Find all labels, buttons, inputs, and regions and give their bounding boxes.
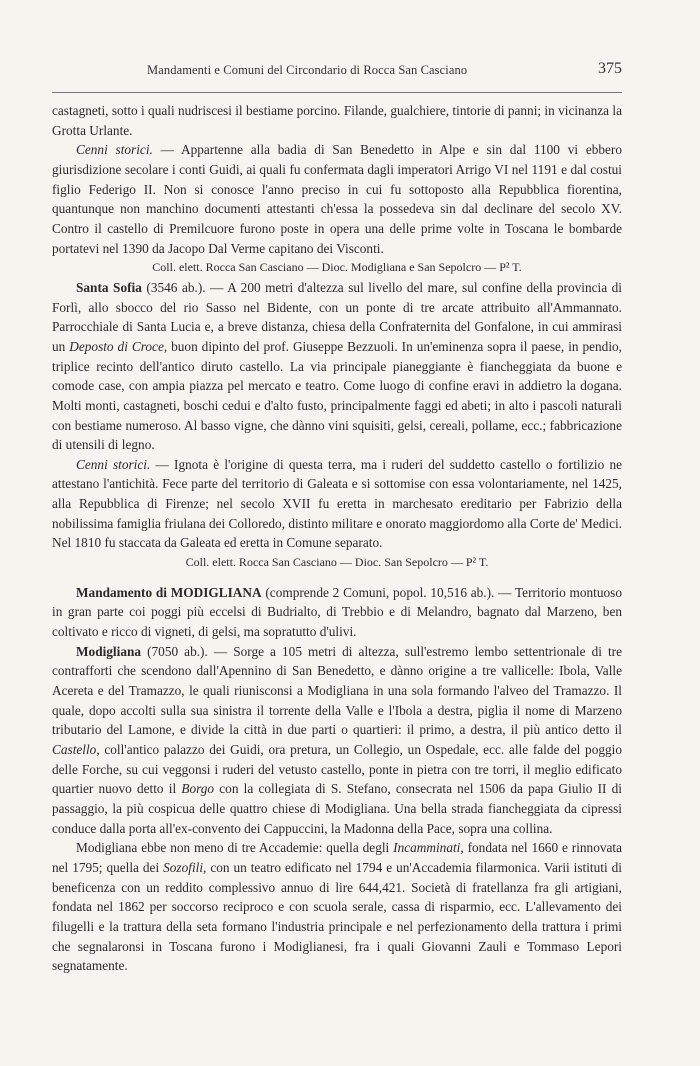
entry-name: Modigliana [76, 643, 142, 659]
paragraph-text: Modigliana ebbe non meno di tre Accademie: quella degli [76, 840, 394, 856]
paragraph-text: (3546 ab.). — A 200 metri d'altezza sul livello del mare, sul confine della provincia di Forlì, allo sbocco del rio Sasso nel Bidente, con un ponte di tre arcate attribuito all'Ammannato. Parrocchiale di Santa Lucia e, a breve distanza, chiesa della Confraternita del Gonfalone, in cui ammirasi un [52, 279, 622, 354]
paragraph-text: — Ignota è l'origine di questa terra, ma i ruderi del suddetto castello o fortilizio ne attestano l'antichità. Fece parte del territorio di Galeata e si sottomise con essa volontariamente, nel 1425, alla Repubblica di Firenze; nel secolo XVII fu eretta in marchesato ereditario per Fabrizio della nobilissima famiglia friulana dei Colloredo, distinto militare e onorato maggiordomo alla Corte de' Medici. Nel 1810 fu staccata da Galeata ed eretta in Comune separato. [52, 456, 622, 551]
entry-name: Mandamento di MODIGLIANA [76, 584, 262, 600]
paragraph-modigliana-academies [52, 838, 622, 976]
section-lead: Cenni storici. [76, 142, 153, 158]
academy-name: Incamminati [393, 840, 461, 856]
paragraph-santa-sofia [52, 278, 622, 455]
header-rule [52, 92, 622, 93]
artwork-title: Deposto di Croce [69, 338, 164, 354]
electoral-note: Coll. elett. Rocca San Casciano — Dioc. Modigliana e San Sepolcro — P² T. [152, 260, 522, 275]
section-gap [52, 573, 622, 583]
paragraph-text: castagneti, sotto i quali nudriscesi il bestiame porcino. Filande, gualchiere, tintorie di panni; in vicinanza la Grotta Urlante. [52, 103, 622, 138]
entry-name: Santa Sofia [76, 279, 142, 295]
paragraph-text: — Appartenne alla badia di San Benedetto in Alpe e sin dal 1100 vi ebbero giurisdizione secolare i conti Guidi, ai quali fu confermata dagli imperatori Arrigo VI nel 1191 e dal costui figlio Federigo II. Non si conosce l'anno preciso in cui fu sottoposto alla Repubblica fiorentina, quantunque non manchino documenti attestanti ch'essa la possedeva sin dal declinare del secolo XV. Contro il castello di Premilcuore furono poste in opera una delle prime volte in Toscana le bombarde portatevi nel 1390 da Jacopo Dal Verme capitano dei Visconti. [52, 142, 623, 256]
page-number: 375 [598, 60, 622, 77]
page-header [52, 60, 622, 84]
section-lead: Cenni storici. [76, 456, 151, 472]
paragraph-text: (comprende 2 Comuni, popol. 10,516 ab.). — Territorio montuoso in gran parte coi poggi più eccelsi di Budrialto, di Trebbio e di Melandro, bagnato dal Marzeno, ben coltivato e ricco di vigneti, di gelsi, ma sopratutto d'ulivi. [52, 584, 622, 640]
paragraph-santa-sofia-history [52, 455, 622, 553]
academy-name: Sozofili [163, 859, 204, 875]
paragraph-text: , fondata nel 1660 e rinnovata nel 1795; quella dei [52, 840, 622, 875]
electoral-note: Coll. elett. Rocca San Casciano — Dioc. San Sepolcro — P² T. [185, 555, 489, 570]
quarter-name: Borgo [181, 781, 215, 797]
quarter-name: Castello [52, 742, 97, 757]
body-text [52, 101, 622, 976]
paragraph-premilcuore-history [52, 140, 622, 258]
paragraph-text: (7050 ab.). — Sorge a 105 metri di altezza, sull'estremo lembo settentrionale di tre contrafforti che scendono dall'Apennino di San Benedetto, e dànno origine a tre vallicelle: Ibola, Valle Acereta e del Tramazzo, le quali riunisconsi a Modigliana in una sola formando l'alveo del Tramazzo. Il quale, dopo accolti sulla sua sinistra il torrente della Valle e l'Ibola a destra, piglia il nome di Marzeno tributario del Lamone, e divide la città in due parti o quartieri: il primo, a destra, il più antico detto il [52, 643, 622, 738]
paragraph-mandamento-modigliana [52, 583, 622, 642]
paragraph-modigliana [52, 642, 622, 839]
paragraph-text: , con un teatro edificato nel 1794 e un'Accademia filarmonica. Varii istituti di beneficenza con un reddito complessivo annuo di lire 644,421. Società di fratellanza fra gli artigiani, fondata nel 1862 per soccorso reciproco e con scuola serale, cassa di risparmio, ecc. L'allevamento dei filugelli e la trattura della seta formano l'industria principale e nel perfezionamento della trattura i primi che segnalaronsi in Toscana furono i Modiglianesi, fra i quali Giovanni Zauli e Tommaso Lepori segnatamente. [52, 859, 622, 974]
paragraph-text: , coll'antico palazzo dei Guidi, ora pretura, un Collegio, un Ospedale, ecc. alle falde del poggio delle Forche, su cui veggonsi i ruderi del vetusto castello, ponte in pietra con tre torri, il meglio edificato quartier nuovo detto il [52, 742, 622, 797]
paragraph-text: , buon dipinto del prof. Giuseppe Bezzuoli. In un'eminenza sopra il paese, in pendio, triplice recinto dell'antico diruto castello. La via principale pianeggiante è fiancheggiata da buone e comode case, con ampia piazza pel mercato e teatro. Come luogo di confine eravi in addietro la dogana. Molti monti, castagneti, boschi cedui e d'alto fusto, principalmente faggi ed abeti; in alto i pascoli naturali con bestiame numeroso. Al basso vigne, che dànno vini squisiti, gelsi, cereali, pollame, ecc.; fabbricazione di utensili di legno. [52, 338, 623, 453]
paragraph-text: con la collegiata di S. Stefano, consecrata nel 1506 da papa Giulio II di passaggio, la più cospicua delle quattro chiese di Modigliana. Una bella strada fiancheggiata da cipressi conduce dalla porta all'ex-convento dei Cappuccini, la Madonna della Pace, sopra una collina. [52, 781, 622, 836]
running-title: Mandamenti e Comuni del Circondario di Rocca San Casciano [147, 63, 468, 77]
paragraph-continuation [52, 101, 622, 140]
